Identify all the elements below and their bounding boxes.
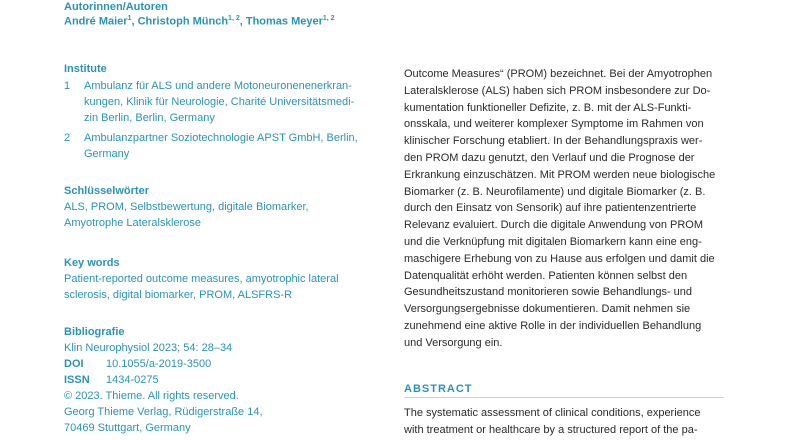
institute-number: 2 [64,132,71,144]
body-line: Datenqualität erhöht werden. Patienten können selbst den [404,269,688,282]
abstract-text [404,405,724,439]
body-line: maschigere Erhebung von zu Hause aus erfolgen und damit die [404,252,715,265]
author-affiliation: 1 [127,15,132,22]
keywords-de-line: Amyotrophe Lateralsklerose [64,217,201,229]
institute-item [64,130,394,162]
institute-line: kungen, Klinik für Neurologie, Charité Universitätsmedi- [84,96,355,108]
abstract-divider [404,397,724,398]
institute-section [64,62,394,162]
bibliografie-heading: Bibliografie [64,326,125,338]
journal-citation: Klin Neurophysiol 2023; 54: 28–34 [64,342,233,354]
keywords-en-line: sclerosis, digital biomarker, PROM, ALSFRS-R [64,289,293,301]
publisher-text: Georg Thieme Verlag, Rüdigerstraße 14, [64,406,263,418]
author-affiliation: 1, 2 [322,15,335,22]
doi-row [64,356,394,372]
body-line: klinischer Forschung etabliert. In der Behandlungspraxis wer- [404,135,703,148]
keywords-en-section [64,256,394,303]
issn-value: 1434-0275 [106,374,159,386]
institute-line: zin Berlin, Berlin, Germany [84,112,215,124]
body-line: zunehmend eine aktive Rolle in der individuellen Behandlung [404,319,702,332]
institute-item [64,78,394,126]
abstract-line: The systematic assessment of clinical conditions, experience [404,407,701,419]
body-line: Gesundheitszustand monitorieren sowie Behandlungs- und [404,286,693,299]
doi-link[interactable]: 10.1055/a-2019-3500 [106,358,212,370]
body-line: kumentation funktioneller Defizite, z. B. mit der ALS-Funkti- [404,101,692,114]
author-name: Christoph Münch [137,15,229,28]
body-line: Outcome Measures“ (PROM) bezeichnet. Bei der Amyotrophen [404,68,713,80]
keywords-en-line: Patient-reported outcome measures, amyotrophic lateral [64,273,339,285]
abstract-line: with treatment or healthcare by a structured report of the pa- [404,423,698,436]
issn-row [64,372,394,388]
publisher-city: 70469 Stuttgart, Germany [64,422,191,434]
keywords-de-line: ALS, PROM, Selbstbewertung, digitale Biomarker, [64,201,309,213]
copyright-text: © 2023. Thieme. All rights reserved. [64,390,239,402]
body-line: den PROM dazu genutzt, den Verlauf und die Prognose der [404,151,695,164]
author-name: André Maier [64,15,128,28]
body-line: Biomarker (z. B. Neurofilamente) und digitale Biomarker (z. B. [404,185,706,198]
body-line: Versorgungsergebnisse dokumentieren. Damit nehmen sie [404,303,691,316]
issn-label: ISSN [64,374,90,386]
doi-label: DOI [64,358,84,370]
author-name: Thomas Meyer [245,15,323,28]
main-body-text [404,66,724,352]
institute-line: Ambulanz für ALS und andere Motoneuronenenerkran- [84,80,352,92]
body-line: und die Verknüpfung mit digitalen Biomarkern kann eine eng- [404,235,702,248]
authors-heading: Autorinnen/Autoren [64,1,168,13]
body-line: durch den Einsatz von Sensorik) auf ihre patientenzentrierte [404,202,697,215]
keywords-de-heading: Schlüsselwörter [64,185,149,197]
body-line: onsskala, und weiterer komplexer Symptome im Rahmen von [404,118,704,131]
institute-number: 1 [64,80,71,92]
author-list: André Maier$^1$, Christoph Münch$^{1, 2}$, Thomas Meyer$^{1, 2}$ [64,15,335,28]
bibliografie-section [64,325,394,436]
body-line: Lateralsklerose (ALS) haben sich PROM insbesondere zur Do- [404,84,711,97]
author-affiliation: 1, 2 [228,15,240,22]
body-line: Relevanz evaluiert. Durch die digitale Anwendung von PROM [404,219,703,232]
institute-line: Germany [84,148,130,160]
abstract-heading: ABSTRACT [404,383,473,395]
institute-line: Ambulanzpartner Soziotechnologie APST GmbH, Berlin, [84,132,358,144]
body-line: und Versorgung ein. [404,336,503,349]
keywords-de-section [64,184,394,231]
body-line: Erkrankung einzuschätzen. Mit PROM werden neue biologische [404,168,716,181]
keywords-en-heading: Key words [64,257,120,269]
institute-heading: Institute [64,63,107,75]
